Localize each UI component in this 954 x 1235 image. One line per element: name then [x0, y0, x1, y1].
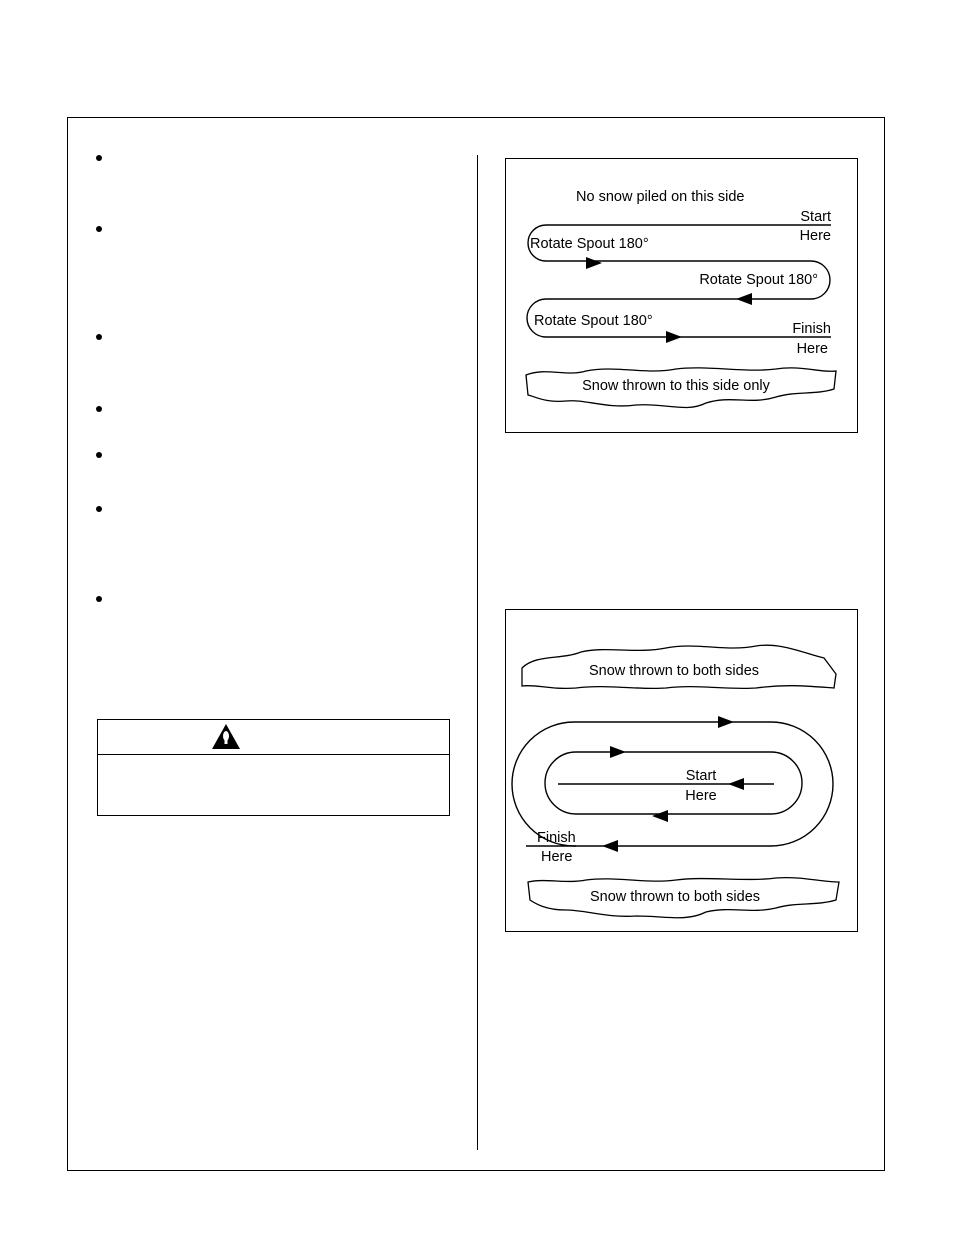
finish-label: Finish — [792, 321, 831, 337]
start-label: Start — [800, 209, 831, 225]
direction-arrow-left — [736, 293, 752, 305]
start-label: Start — [685, 768, 717, 784]
finish-label: Finish — [537, 830, 576, 846]
direction-arrow-right — [666, 331, 682, 343]
rotate-spout-label: Rotate Spout 180° — [534, 313, 653, 329]
direction-arrow-right — [610, 746, 626, 758]
figure-one-side-pattern — [505, 158, 858, 433]
warning-triangle-icon — [211, 723, 241, 750]
finish-here-label: Here — [541, 849, 573, 865]
bullet-marker — [96, 506, 104, 514]
warning-box — [97, 719, 450, 816]
snow-thrown-label: Snow thrown to both sides — [588, 663, 760, 679]
column-divider — [477, 155, 478, 1150]
direction-arrow-right — [586, 257, 602, 269]
direction-arrow-right — [718, 716, 734, 728]
direction-arrow-left — [728, 778, 744, 790]
finish-here-label: Here — [796, 341, 828, 357]
no-snow-label: No snow piled on this side — [576, 189, 745, 205]
bullet-marker — [96, 226, 104, 234]
bullet-marker — [96, 334, 104, 342]
figure-both-sides-pattern — [505, 609, 858, 932]
bullet-marker — [96, 452, 104, 460]
warning-header — [98, 720, 449, 755]
one-side-diagram — [506, 159, 859, 434]
snow-thrown-label: Snow thrown to this side only — [582, 378, 770, 394]
start-here-label: Here — [685, 788, 717, 804]
direction-arrow-left — [652, 810, 668, 822]
rotate-spout-label: Rotate Spout 180° — [530, 236, 649, 252]
bullet-marker — [96, 406, 104, 414]
bullet-marker — [96, 596, 104, 604]
bullet-marker — [96, 155, 104, 163]
rotate-spout-label: Rotate Spout 180° — [699, 272, 818, 288]
start-here-label: Here — [799, 228, 831, 244]
direction-arrow-left — [602, 840, 618, 852]
both-sides-diagram — [506, 610, 859, 933]
inner-loop-line — [545, 752, 802, 814]
snow-thrown-label: Snow thrown to both sides — [589, 889, 761, 905]
